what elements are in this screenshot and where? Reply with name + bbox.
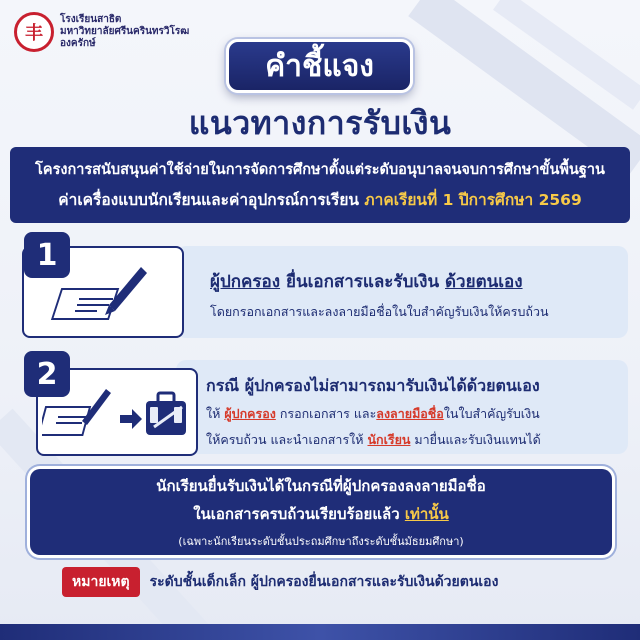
step2-signature: ลงลายมือชื่อ	[376, 406, 444, 421]
step1-description: โดยกรอกเอกสารและลงลายมือชื่อในใบสำคัญรับเงินให้ครบถ้วน	[210, 304, 549, 319]
step1-card	[176, 246, 628, 338]
school-name-line2: มหาวิทยาลัยศรีนครินทรวิโรฒ	[60, 26, 190, 37]
remark-text: ระดับชั้นเด็กเล็ก ผู้ปกครองยื่นเอกสารและรับเงินด้วยตนเอง	[149, 574, 499, 590]
page-subtitle: แนวทางการรับเงิน	[188, 104, 452, 142]
notice-line2	[193, 502, 449, 526]
notice-line3: (เฉพาะนักเรียนระดับชั้นประถมศึกษาถึงระดับชั้นมัธยมศึกษา)	[178, 535, 464, 548]
step2-card	[176, 360, 628, 454]
step2-title: กรณี ผู้ปกครองไม่สามารถมารับเงินได้ด้วยตนเอง	[206, 376, 540, 395]
notice-line1: นักเรียนยื่นรับเงินได้ในกรณีที่ผู้ปกครองลงลายมือชื่อ	[156, 477, 486, 495]
notice-line2-main: ในเอกสารครบถ้วนเรียบร้อยแล้ว	[193, 505, 405, 523]
step2-guardian: ผู้ปกครอง	[224, 406, 276, 421]
step2-student: นักเรียน	[367, 432, 411, 447]
step2-l2-e: ในใบสำคัญรับเงิน	[443, 406, 540, 421]
step2-l3-a: ให้ครบถ้วน และนำเอกสารให้	[206, 432, 368, 447]
notice-only: เท่านั้น	[404, 505, 449, 523]
project-banner	[10, 147, 630, 223]
school-name-line3: องครักษ์	[60, 38, 96, 49]
step1-title	[210, 268, 523, 295]
step1-title-guardian: ผู้ปกครอง	[210, 272, 281, 292]
banner-semester: ภาคเรียนที่ 1 ปีการศึกษา 2569	[364, 191, 582, 209]
step2-l2-a: ให้	[206, 406, 225, 421]
school-name-line1: โรงเรียนสาธิต	[60, 14, 122, 25]
step2-l3-c: มายื่นและรับเงินแทนได้	[410, 432, 541, 447]
step1-title-action: ยื่นเอกสารและรับเงิน	[280, 272, 446, 292]
important-notice	[30, 469, 612, 555]
remark	[62, 568, 580, 596]
step2-line2	[206, 404, 540, 424]
step2-l2-c: กรอกเอกสาร และ	[275, 406, 377, 421]
remark-badge: หมายเหตุ	[62, 567, 140, 597]
step1-number: 1	[24, 232, 70, 278]
step1-title-self: ด้วยตนเอง	[445, 272, 523, 292]
banner-line2	[58, 187, 581, 212]
banner-line1: โครงการสนับสนุนค่าใช้จ่ายในการจัดการศึกษาตั้งแต่ระดับอนุบาลจนจบการศึกษาขั้นพื้นฐาน	[35, 162, 605, 178]
step2-line3	[206, 430, 541, 450]
page-title: คำชี้แจง	[226, 39, 413, 93]
step2-number: 2	[24, 351, 70, 397]
banner-line2-main: ค่าเครื่องแบบนักเรียนและค่าอุปกรณ์การเรียน	[58, 191, 359, 209]
school-name	[60, 14, 189, 50]
school-logo	[14, 12, 189, 52]
school-seal-icon: 丰	[14, 12, 54, 52]
bottom-bar	[0, 624, 640, 640]
